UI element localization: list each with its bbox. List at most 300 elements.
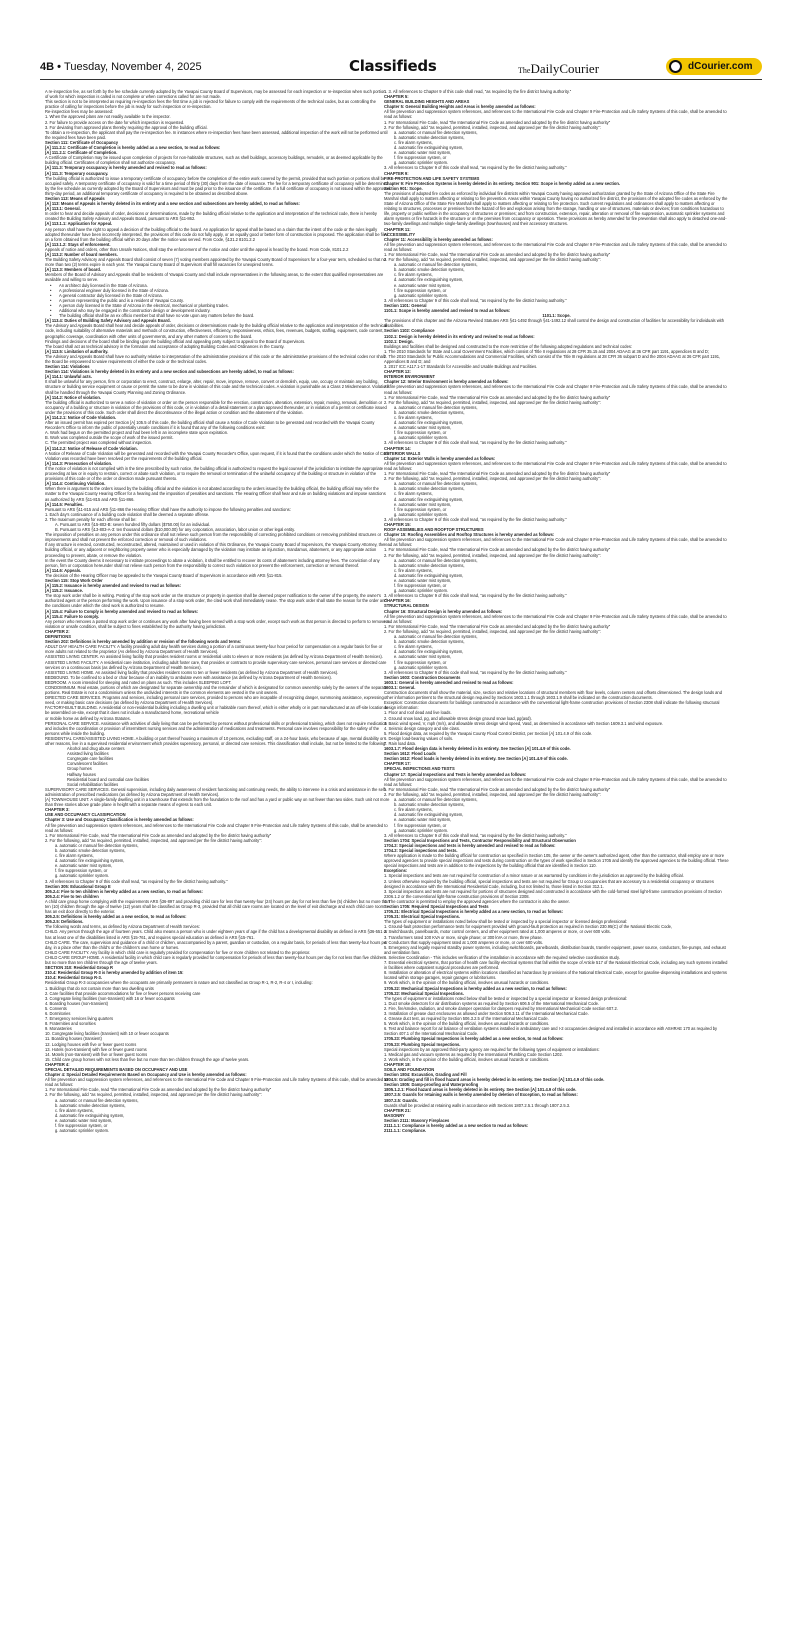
legal-notice-paragraph: 4. Conductors that supply equipment rated at 1,000 amperes or more, or over 600 volts.	[384, 939, 544, 945]
legal-notice-paragraph: f. fire suppression system, or	[55, 1123, 108, 1129]
legal-notice-paragraph: CHAPTER 17:	[384, 761, 411, 767]
legal-notice-paragraph: 5. Flood design data, as required by the Yavapai County Flood Control District, per Section [A] 101.4.9 of this code.	[384, 730, 593, 736]
legal-notice-paragraph: d. automatic fire extinguishing system,	[394, 572, 464, 578]
legal-notice-paragraph: Section 1603: Construction Documents	[384, 674, 461, 680]
legal-notice-paragraph: 1804.5: Grading and fill in flood hazard areas is hereby deleted in its entirety. See Section [A] 101.4.9 of this code.	[384, 1077, 605, 1083]
legal-notice-paragraph: Members of the Board of Advisory and Appeals shall be residents of Yavapai County and shall include representatives in the following areas, to the extent that qualified representatives are available and willing to serve.	[45, 272, 384, 283]
legal-notice-paragraph: 2. For the following, add "as required, permitted, installed, inspected, and approved per the fire district having authority":	[384, 552, 601, 558]
legal-notice-paragraph: 1. Medical gas and vacuum systems as required by the International Plumbing Code Section 1202.	[384, 1051, 563, 1057]
legal-notice-paragraph: 1101.1: Scope.	[542, 313, 571, 319]
legal-notice-paragraph: Chapter 3: Use and Occupancy Classification is hereby amended as follows:	[45, 817, 194, 823]
legal-notice-paragraph: 2. The 2010 Standards for Public Accommodations and Commercial Facilities, which consist of the Title III regulations at 28 CFR 36 subpart D and the 2004 ADAAG at 36 CFR part 1191, Appendices B and D; and	[384, 353, 721, 364]
legal-notice-paragraph: Section 111: Certificate of Occupancy	[45, 139, 119, 145]
legal-notice-paragraph: All fire prevention and suppression system references, and references to the International Fire Code and Chapter 9 Fire-Protection and Life Safety Systems of this code, shall be amended to read as follows:	[384, 537, 727, 548]
legal-notice-paragraph: f. fire suppression system, or	[394, 287, 447, 293]
legal-notice-paragraph: [A] 113.1.2: Stays of enforcement.	[45, 241, 111, 247]
legal-notice-paragraph: 2. For the following, add "as required, permitted, installed, inspected, and approved per the fire district having authority":	[384, 628, 601, 634]
legal-notice-paragraph: a. automatic or manual fire detection systems,	[394, 634, 478, 640]
legal-notice-paragraph: f. fire suppression system, or	[394, 659, 447, 665]
legal-notice-paragraph: [A] 115.4: Failure to Comply is hereby amended and revised to read as follows:	[45, 608, 199, 614]
legal-notice-paragraph: Chapter 17: Special Inspections and Tests is hereby amended as follows:	[384, 771, 527, 777]
logo-ring-icon	[669, 60, 682, 73]
legal-notice-paragraph: SUPERVISORY CARE SERVICES. General supervision, including daily awareness of resident functioning and continuing needs, the ability to intervene in a crisis and assistance in the self-administration of prescribed medications (as defined by Arizona Department of Health Services).	[45, 786, 387, 797]
legal-notice-paragraph: CHAPTER 3:	[45, 807, 70, 813]
legal-notice-paragraph: e. automatic water mist system,	[55, 863, 113, 869]
issue-date: Tuesday, November 4, 2025	[64, 61, 202, 73]
legal-notice-paragraph: Convalescent facilities	[67, 761, 108, 767]
legal-notice-paragraph: g. automatic sprinkler system.	[394, 511, 449, 517]
legal-notice-paragraph: 3. Installation of grease duct enclosures as allowed under Section 506.3.11 of the International Mechanical Code.	[384, 1010, 589, 1016]
legal-notice-paragraph: e. automatic water mist system,	[55, 1117, 113, 1123]
legal-notice-paragraph: 2. For the following, add "as required, permitted, installed, inspected, and approved per the fire district having authority":	[384, 476, 601, 482]
legal-notice-paragraph: [A] 114.4: Continuing Violation.	[45, 481, 106, 487]
legal-notice-paragraph: 5. Work which, in the opinion of the building official, involves unusual hazards or conditions.	[384, 1021, 550, 1027]
legal-notice-paragraph: DEFINITIONS	[45, 634, 71, 640]
legal-notice-paragraph: Social rehabilitation facilities	[67, 781, 119, 787]
legal-notice-paragraph: 305.2.4: Five to ten children	[45, 893, 99, 899]
legal-notice-paragraph: 2. Care facilities that provide accommodations for five or fewer persons receiving care	[45, 990, 201, 996]
legal-notice-paragraph: c. fire alarm systems,	[394, 644, 433, 650]
legal-notice-paragraph: [A] 113.3: Members of board.	[45, 267, 101, 273]
legal-notice-paragraph: e. automatic water mist system,	[394, 817, 452, 823]
legal-notice-paragraph: 1603.1: General.	[384, 684, 416, 690]
legal-notice-paragraph: e. automatic water mist system,	[394, 425, 452, 431]
legal-notice-paragraph: Special inspections by an approved third-party agency are required for the following types of equipment or installations:	[384, 1046, 600, 1052]
legal-notice-paragraph: 15. Child care group homes with not less than five but no more than ten children through the age of twelve years.	[45, 1056, 250, 1062]
legal-notice-paragraph: Section 113: Means of Appeals	[45, 195, 105, 201]
legal-notice-paragraph: Section 1102: Compliance	[384, 328, 435, 334]
legal-notice-paragraph: f. fire suppression system, or	[394, 583, 447, 589]
dcourier-logo[interactable]	[666, 58, 762, 75]
section-title: Classifieds	[349, 57, 437, 75]
legal-notice-paragraph: 1. Each day's continuance of a building code violation shall be deemed a separate offense.	[45, 511, 210, 517]
legal-notice-paragraph: 2. For the following, add "as required, permitted, installed, inspected, and approved per the fire district having authority":	[384, 124, 601, 130]
legal-notice-paragraph: Alcohol and drug abuse centers	[67, 746, 125, 752]
legal-notice-paragraph: 1705.21: Electrical Special Inspections is hereby added as a new section, to read as follows:	[384, 909, 564, 915]
legal-notice-paragraph: CHILD. Any person through the age of fourteen years. Child also means a person who is under eighteen years of age if the child has a developmental disability as defined in ARS §36-551 or has at least one of the disabilities listed in ARS §15-761, and requires special education as defined in ARS §15-761.	[45, 929, 388, 940]
legal-notice-paragraph: CHAPTER 4:	[45, 1061, 70, 1067]
legal-notice-paragraph: Chapter 15: Roofing Assemblies and Rooftop Structures is hereby amended as follows:	[384, 532, 555, 538]
legal-notice-paragraph: b. automatic smoke detection systems,	[55, 1102, 126, 1108]
legal-notice-paragraph: b. automatic smoke detection systems,	[394, 639, 465, 645]
legal-notice-paragraph: Assisted living facilities	[67, 751, 109, 757]
legal-notice-paragraph: a. automatic or manual fire detection systems,	[394, 797, 478, 803]
legal-notice-paragraph: Residential board and custodial care facilities	[67, 776, 149, 782]
legal-notice-paragraph: f. fire suppression system, or	[394, 506, 447, 512]
legal-notice-paragraph: 1705.22: Mechanical Special Inspections is hereby added as a new section, to read as follows:	[384, 985, 567, 991]
legal-notice-paragraph: 5. Emergency and legally required standby power systems, including switchboards, panelboards, distribution boards, transfer equipment, power source, conductors, fire-pumps, and exhaust and ventilation fans.	[384, 944, 726, 955]
legal-notice-paragraph: d. automatic fire extinguishing system,	[394, 277, 464, 283]
legal-notice-paragraph: SPECIAL DETAILED REQUIREMENTS BASED ON OCCUPANCY AND USE	[45, 1067, 188, 1072]
legal-notice-paragraph: 2. Unless otherwise required by the building official, special inspections and tests are not required for Group U occupancies that are accessory to a residential occupancy or structures designed in accordance with the International Residential Code, including, but not limited to, those listed in Section 312.1.	[384, 878, 714, 889]
legal-notice-paragraph: 1. For International Fire Code, read "the International Fire Code as amended and adopted by the fire district having authority"	[45, 1087, 272, 1093]
legal-notice-paragraph: 13. Hotels (non-transient) with five or fewer guest rooms	[45, 1046, 147, 1052]
legal-notice-paragraph: Section 1804: Excavation, Grading and Fill	[384, 1072, 467, 1078]
legal-notice-paragraph: 11. Boarding houses (transient)	[45, 1036, 102, 1042]
legal-notice-paragraph: CHAPTER 5:	[384, 94, 409, 100]
legal-notice-paragraph: b. automatic smoke detection systems,	[394, 802, 465, 808]
legal-notice-paragraph: Chapter 4: Special Detailed Requirements Based on Occupancy and Use is hereby amended as follows:	[45, 1072, 247, 1078]
legal-notice-paragraph: • A person duly licensed in the State of Arizona in the electrical, mechanical or plumbing trades.	[45, 303, 390, 308]
legal-notice-paragraph: 3. All references to Chapter 9 of this code shall read, "as required by the fire district having authority."	[384, 516, 567, 522]
legal-notice-paragraph: 2. For the following, add "as required, permitted, installed, inspected, and approved per the fire district having authority":	[384, 399, 601, 405]
legal-notice-paragraph: 1102.1: Design is hereby deleted in its entirety and revised to read as follows:	[384, 333, 535, 339]
legal-notice-paragraph: The building official is authorized to issue a temporary certificate of occupancy before the completion of the entire work covered by the permit, provided that such portion or portions shall be occupied safely. A temporary certificate of occupancy is valid for a time period of thirty (30) days from the date of issuance. The fee for a temporary certificate of occupancy will be determined by the fee schedule as currently adopted by the Board of Supervisors and must be paid prior to the issuance of the certificate. If a full certificate of occupancy is not issued within the approved thirty-day period, an additional temporary certificate of occupancy is required to be obtained as described above.	[45, 175, 390, 196]
legal-notice-paragraph: 1. When the approved plans are not readily available to the inspector.	[45, 114, 171, 120]
legal-notice-paragraph: The imposition of penalties on any person under this ordinance shall not relieve such person from the responsibility of correcting prohibited conditions or removing prohibited structures or improvements and shall not prevent the enforced correction or removal of such violations.	[45, 532, 382, 543]
legal-notice-paragraph: 2. For the following, add "as required, permitted, installed, inspected, and approved per the fire district having authority":	[384, 257, 601, 263]
legal-notice-paragraph: 4. Grease duct test, as required by Section 506.3.2.5 of the International Mechanical Code.	[384, 1016, 549, 1022]
legal-notice-paragraph: [A] 113.4: Duties of Building Safety Advisory and Appeals Board.	[45, 318, 171, 324]
legal-notice-paragraph: c. fire alarm systems,	[55, 1107, 94, 1113]
newspaper-name-prefix: The	[518, 66, 531, 75]
legal-notice-paragraph: • The building official shall be an ex officio member but shall have no vote upon any matters before the board.	[45, 313, 390, 318]
legal-notice-paragraph: B. Pursuant to ARS §13-803-A-3: ten thousand dollars ($10,000.00) for any corporation, association, labor union or other legal entity.	[55, 527, 296, 533]
legal-notice-paragraph: [A] 113: Means of Appeals is hereby deleted in its entirety and a new section and subsections are hereby added, to read as follows:	[45, 201, 300, 207]
legal-notice-paragraph: 2. For the following, add "as required, permitted, installed, inspected, and approved per the fire district having authority":	[384, 791, 601, 797]
legal-notice-paragraph: CONDOMINIUM. Real estate, portions of which are designated for separate ownership and the remainder of which is designated for common ownership solely by the owners of the separate portions. Real Estate is not a condominium unless the undivided interests in the common elements are vested in the unit owners.	[45, 684, 388, 696]
legal-notice-paragraph: f. fire suppression system, or	[394, 822, 447, 828]
legal-notice-paragraph: 1705.22: Mechanical Special Inspections.	[384, 990, 464, 996]
legal-notice-paragraph: CHAPTER 21:	[384, 1107, 411, 1113]
legal-notice-paragraph: CHAPTER 2:	[45, 628, 70, 634]
legal-notice-paragraph: All fire prevention and suppression system references, and references to the International Fire Code and Chapter 9 Fire-Protection and Life Safety Systems of this code, shall be amended to read as follows:	[384, 109, 727, 120]
legal-notice-paragraph: a. automatic or manual fire detection systems,	[394, 262, 478, 268]
legal-notice-paragraph: A Notice of Release of Code Violation will be generated and recorded with the Yavapai County Recorder's Office, upon request, if it is found that the conditions under which the Notice of Code Violation was recorded have been resolved per the requirements of the building official.	[45, 450, 390, 461]
legal-notice-paragraph: ADULT DAY HEALTH CARE FACILITY. A facility providing adult day health services during a portion of a continuous twenty-four hour period for compensation on a regular basis for five or more adults not related to the proprietor (As defined by Arizona Department of Health Services).	[45, 644, 383, 655]
legal-notice-paragraph: b. automatic smoke detection systems,	[394, 267, 465, 273]
legal-notice-paragraph: Construction documents shall show the material, size, section and relative locations of structural members with floor levels, column centers and offsets dimensioned. The design loads and other information pertinent to the structural design required by Sections 1603.1.1 through 1603.1.9 shall be indicated on the construction documents.	[384, 690, 722, 701]
legal-notice-paragraph: 9. Monasteries	[45, 1026, 72, 1032]
legal-notice-paragraph: Section 1612: Flood loads is hereby deleted in its entirety. See Section [A] 101.4.9 of this code.	[384, 756, 568, 762]
legal-notice-paragraph: d. automatic fire extinguishing system,	[394, 649, 464, 655]
legal-notice-paragraph: 4. The contractor is permitted to employ the approved agencies where the contractor is also the owner.	[384, 898, 570, 904]
legal-notice-paragraph: Exceptions:	[384, 868, 408, 874]
legal-notice-paragraph: C. The permitted project was completed without inspection.	[45, 440, 153, 446]
legal-notice-paragraph: 1807.2.5: Guards for retaining walls is hereby amended by deletion of Exception, to read as follows:	[384, 1092, 578, 1098]
logo-text: dCourier.com	[688, 61, 753, 72]
legal-notice-paragraph: d. automatic fire extinguishing system,	[55, 1112, 125, 1118]
legal-notice-paragraph: Buildings and facilities shall be designed and constructed to the more restrictive of the following adopted regulations and technical codes:	[384, 343, 633, 349]
legal-notice-paragraph: 3. Special inspections and tests are not required for portions of structures designed and constructed in accordance with the cold-formed steel light-frame construction provisions of Section 2306.1.2 or the conventional light-frame construction provisions of Section 2308.	[384, 888, 722, 899]
legal-notice-paragraph: • An architect duly licensed in the State of Arizona.	[45, 283, 390, 288]
legal-notice-paragraph: 3. Basic wind speed, V, mph (m/s), and allowable stress design wind speed, Vasd, as determined in accordance with Section 1609.3.1 and wind exposure.	[384, 720, 664, 726]
legal-notice-paragraph: 310.4: Residential Group R-3 is hereby amended by addition of item 15:	[45, 970, 184, 976]
legal-notice-paragraph: Section 305: Educational Group E	[45, 883, 111, 889]
legal-notice-paragraph: The Advisory and Appeals Board shall have no authority relative to interpretation of the administrative provisions of this code or the administrative provisions of the technical codes nor shall the Board be empowered to waive requirements of either the code or the technical codes.	[45, 353, 385, 364]
legal-notice-paragraph: 3. 2017 ICC A117.1-17 Standards for Accessible and Usable Buildings and Facilities.	[384, 364, 538, 370]
legal-notice-paragraph: Section 1101: General	[384, 302, 427, 308]
legal-notice-paragraph: The board shall act as technical advisory in the formation and acceptance of adopting Building Codes and Ordinances in the County.	[45, 343, 285, 349]
legal-notice-paragraph: d. automatic fire extinguishing system,	[394, 812, 464, 818]
legal-notice-paragraph: 8. Installation or alteration of electrical systems within locations classified as hazardous by provisions of the National Electrical Code, except for gasoline-dispensing installations and systems located within storage garages, repair garages or lubritoriums.	[384, 970, 727, 981]
legal-notice-paragraph: [A] 115.4: Failure to comply.	[45, 613, 100, 619]
legal-notice-paragraph: b. automatic smoke detection systems,	[55, 847, 126, 853]
legal-notice-paragraph: [A] 113.2: Number of board members.	[45, 252, 118, 257]
legal-notice-paragraph: a. automatic or manual fire detection systems,	[394, 129, 478, 135]
legal-notice-paragraph: All fire prevention and suppression system references, and references to the International Fire Code and Chapter 9 Fire-Protection and Life Safety Systems of this code, shall be amended to read as follows:	[45, 1077, 388, 1088]
legal-notice-paragraph: b. automatic smoke detection systems,	[394, 486, 465, 492]
legal-notice-paragraph: Where application is made to the building official for construction as specified in Section 105, the owner or the owner's authorized agent, other than the contractor, shall employ one or more approved agencies to provide special inspections and tests during construction on the types of work specified in Section 1705 and identify the approved agencies to the building official. These special inspections and tests are in addition to the inspections by the building official that are identified in Section 110.	[384, 853, 729, 869]
legal-notice-paragraph: Halfway houses	[67, 771, 96, 777]
legal-notice-paragraph: 1. For International Fire Code, read "the International Fire Code as amended and adopted by the fire district having authority"	[384, 547, 611, 553]
legal-notice-paragraph: USE AND OCCUPANCY CLASSIFICATION	[45, 812, 126, 818]
legal-notice-paragraph: [A] TOWNHOUSE UNIT. A single-family dwelling unit in a townhouse that extends from the foundation to the roof and has a yard or public way on not fewer than two sides. Such unit not more than three stories above grade plane in height with a separate means of egress to each unit.	[45, 797, 390, 808]
legal-notice-paragraph: Residential Group R-3 occupancies where the occupants are primarily permanent in nature and not classified as Group R-1, R-2, R-4 or I, including:	[45, 980, 313, 986]
legal-notice-paragraph: CHAPTER 14:	[384, 445, 411, 451]
legal-notice-paragraph: d. automatic fire extinguishing system,	[394, 420, 464, 426]
legal-notice-paragraph: or mobile home as defined by Arizona Statutes.	[45, 715, 131, 721]
legal-notice-paragraph: d. automatic fire extinguishing system,	[394, 496, 464, 502]
legal-notice-paragraph: c. fire alarm systems,	[394, 567, 433, 573]
legal-notice-paragraph: To obtain a re-inspection, the applicant shall pay the re-inspection fee. In instances where re-inspection fees have been assessed, additional inspection of the work will not be performed until the required fees have been paid.	[45, 129, 388, 140]
left-column	[45, 89, 390, 1629]
legal-notice-paragraph: 1. For International Fire Code, read "the International Fire Code as amended and adopted by the fire district having authority"	[384, 119, 611, 125]
legal-notice-paragraph: 6. Selective Coordination - This includes verification of the installation in accordance with the required selective coordination study.	[384, 954, 620, 960]
legal-notice-paragraph: [A] 113.1.1: Application for Appeal.	[45, 221, 113, 227]
legal-notice-paragraph: g. automatic sprinkler system.	[394, 160, 449, 166]
legal-notice-paragraph: All fire prevention and suppression system references, and references to the International Fire Code and Chapter 9 Fire-Protection and Life Safety Systems of this code, shall be amended to read as follows:	[384, 241, 727, 252]
legal-notice-paragraph: 1. For International Fire Code, read "the International Fire Code as amended and adopted by the fire district having authority"	[384, 394, 611, 400]
legal-notice-paragraph: Guards shall be provided at retaining walls in accordance with Sections 1807.2.5.1 through 1807.2.5.3.	[384, 1102, 571, 1108]
legal-notice-paragraph: CHAPTER 11:	[384, 226, 411, 232]
legal-notice-paragraph: CHAPTER 12:	[384, 369, 411, 375]
legal-notice-paragraph: 6. Design load-bearing values of soils.	[384, 735, 454, 741]
legal-notice-paragraph: d. automatic fire extinguishing system,	[55, 858, 125, 864]
legal-notice-paragraph: ASSISTED LIVING CENTER. An assisted living facility that provides resident rooms or residential units to eleven or more residents (as defined by Arizona Department of Health Services).	[45, 654, 383, 660]
legal-notice-paragraph: SOILS AND FOUNDATION	[384, 1067, 435, 1072]
legal-notice-paragraph: 310.4: Residential Group R-3.	[45, 975, 102, 981]
legal-notice-paragraph: CHAPTER 15:	[384, 521, 411, 527]
legal-notice-paragraph: BEDBOUND. To be confined to a bed or chair because of an inability to ambulate even with assistance (as defined by Arizona Department of Health Services).	[45, 674, 332, 680]
legal-notice-paragraph: Section 1805: Damp-proofing and Waterproofing	[384, 1082, 479, 1088]
legal-notice-paragraph: 10. Congregate living facilities (transient) with 10 or fewer occupants	[45, 1031, 169, 1037]
legal-notice-paragraph: Chapter 5: General Building Heights and Areas is hereby amended as follows:	[384, 104, 536, 110]
legal-notice-paragraph: The building official is authorized to serve a notice of violation or order on the person responsible for the erection, construction, alteration, extension, repair, moving, removal, demolition or occupancy of a building or structure in violation of the provisions of this code, or in violation of a detail statement or a plan approved thereunder, or in violation of a permit or certificate issued under the provisions of this code. Such order shall direct the discontinuance of the illegal action or condition and the abatement of the violation.	[45, 399, 387, 415]
newspaper-name	[518, 61, 599, 77]
masthead	[40, 0, 762, 88]
legal-notice-paragraph: 3. Transformers rated 100 KVA or more, single phase; or 300 kVA or more, three phase.	[384, 934, 543, 940]
legal-notice-paragraph: The types of equipment or installations noted below shall be tested or inspected by a special inspector or licensed design professional:	[384, 995, 628, 1001]
legal-notice-paragraph: 12. Lodging houses with five or fewer guest rooms	[45, 1041, 137, 1047]
legal-notice-paragraph: 305.2.5: Definitions.	[45, 919, 84, 925]
legal-notice-paragraph: a. automatic or manual fire detection systems,	[55, 1097, 139, 1103]
legal-notice-paragraph: [A] 111.2.1: Certificate of Completion.	[45, 150, 118, 156]
legal-notice-paragraph: The decision of the Hearing Officer may be appealed to the Yavapai County Board of Supervisors in accordance with ARS §11-815.	[45, 572, 283, 578]
legal-notice-paragraph: 1705.23: Plumbing Special Inspections is hereby added as a new section, to read as follows:	[384, 1036, 564, 1042]
legal-notice-paragraph: a. automatic or manual fire detection systems,	[394, 481, 478, 487]
legal-notice-paragraph: [A] 111.2.1: Certificate of Completion is hereby added as a new section, to read as follows:	[45, 145, 221, 151]
legal-notice-paragraph: Group homes	[67, 766, 92, 772]
legal-notice-paragraph: [A] 114.2.1: Notice of Code Violation.	[45, 415, 117, 420]
legal-notice-paragraph: A re-inspection fee, as set forth by the fee schedule currently adopted by the Yavapai County Board of Supervisors, may be assessed for each inspection or re-inspection when such portion of work for which inspection is called is not complete or when corrections called for are not made.	[45, 89, 386, 100]
legal-notice-paragraph: ACCESSIBILITY	[384, 231, 416, 237]
legal-notice-paragraph: 7. Rain load data.	[384, 741, 417, 746]
legal-notice-paragraph: 14. Motels (non-transient) with five or fewer guest rooms	[45, 1051, 148, 1057]
legal-notice-paragraph: The Advisory and Appeals Board shall hear and decide appeals of order, decisions or determinations made by the building official relative to the application and interpretation of the technical code, including suitability of alternative materials and methods of construction, effectiveness, efficiency, responsiveness, ethics, fees, revenues, budgets, staffing, equipment, code content, geographic coverage, coordination with other units of governments, and any other matters of concern to the board.	[45, 323, 387, 339]
legal-notice-paragraph: ASSISTED LIVING HOME. An assisted living facility that provides resident rooms to ten or fewer residents (as defined by Arizona Department of Health Services).	[45, 669, 339, 675]
legal-notice-paragraph: [A] 115.2: Issuance.	[45, 588, 83, 594]
legal-notice-paragraph: The stop work order shall be in writing. Posting of the stop work order on the structure or property in question shall be deemed proper notification to the owner of the property, the owner's authorized agent or the person performing the work. Upon issuance of a stop work order, the cited work shall immediately cease. The stop work order shall state the reason for the order and the conditions under which the cited work is authorized to resume.	[45, 593, 387, 609]
legal-notice-paragraph: 1. The 2010 Standards for State and Local Government Facilities, which consist of Title II regulations at 28 CFR 35.15 and 2004 ADAAG at 36 CFR part 1191, appendices B and D;	[384, 348, 710, 354]
legal-notice-paragraph: 305.2.5: Definitions is hereby added as a new section, to read as follows:	[45, 914, 187, 920]
legal-notice-paragraph: FACTORY-BUILT BUILDING. A residential or non-residential building including a dwelling unit or habitable room thereof, which is either wholly or in part manufactured at an off-site location to be assembled on-site, except that it does not include a manufactured home, recreational vehicle	[45, 705, 389, 716]
legal-notice-paragraph: 305.2.4: Five to ten children is hereby added as a new section, to read as follows:	[45, 888, 203, 894]
legal-notice-paragraph: g. automatic sprinkler system.	[55, 873, 110, 879]
legal-notice-paragraph: The provisions of this chapter and the Arizona Revised Statutes ARS §41-1492 through §41-1492.12 shall control the design and construction of facilities for accessibility for individuals with disabilities.	[384, 318, 724, 329]
legal-notice-paragraph: CHILD CARE GROUP HOME. A residential facility in which child care is regularly provided for compensation for periods of less than twenty-four hours per day for not less than five children but no more than ten children through the age of twelve years.	[45, 954, 385, 966]
legal-notice-paragraph: Re-inspection fees may be assessed:	[45, 109, 114, 115]
legal-notice-paragraph: Section 2111: Masonry Fireplaces	[384, 1117, 450, 1123]
legal-notice-paragraph: BEDROOM. A room intended for sleeping and noted on plans as such. This includes SLEEPING LOFT.	[45, 679, 232, 685]
legal-notice-paragraph: SPECIAL INSPECTIONS AND TESTS	[384, 766, 455, 772]
legal-notice-paragraph: DIRECTED CARE SERVICES. Programs and services, including personal care services, provided to persons who are incapable of recognizing danger, summoning assistance, expressing need, or making basic care decisions (as defined by Arizona Department of Health Services).	[45, 695, 384, 706]
page-number: 4B	[40, 61, 55, 73]
legal-notice-paragraph: c. fire alarm systems,	[394, 415, 433, 420]
legal-notice-paragraph: [A] 111.3: Temporary occupancy.	[45, 170, 109, 176]
legal-notice-paragraph: 1807.2.5: Guards.	[384, 1097, 418, 1103]
legal-notice-paragraph: In the event the County deems it necessary to institute proceedings to abate a violation, it shall be entitled to recover its costs of abatement including attorney fees. The conviction of any person, firm or corporation hereunder shall not relieve such person from the responsibility to correct such violation nor prevent the enforcement, correction or removal thereof.	[45, 557, 380, 568]
legal-notice-paragraph: Chapter 11: Accessibility is hereby amended as follows:	[384, 236, 493, 242]
legal-notice-paragraph: Section 115: Stop Work Order	[45, 578, 103, 583]
legal-notice-paragraph: c. fire alarm systems,	[394, 139, 433, 145]
legal-notice-paragraph: [A] 114.3: Prosecution of violation.	[45, 460, 113, 466]
page-separator: •	[57, 61, 61, 73]
legal-notice-paragraph: 6. Dormitories	[45, 1010, 71, 1016]
legal-notice-paragraph: e. automatic water mist system,	[394, 654, 452, 660]
legal-notice-paragraph: 1. For International Fire Code, read "the International Fire Code as amended and adopted by the fire district having authority"	[384, 786, 611, 792]
legal-notice-paragraph: All fire prevention and suppression system references, and references to the International Fire Code and Chapter 9 Fire-Protection and Life Safety Systems of this code, shall be amended to read as follows:	[384, 613, 727, 624]
legal-notice-paragraph: STRUCTURAL DESIGN	[384, 603, 429, 609]
legal-notice-paragraph: e. automatic water mist system,	[394, 282, 452, 288]
legal-notice-paragraph: 3. All references to Chapter 9 of this code shall read, "as required by the fire district having authority."	[384, 165, 567, 171]
legal-notice-paragraph: 1. For International Fire Code, read "the International Fire Code as amended and adopted by the fire district having authority"	[45, 832, 272, 838]
legal-notice-paragraph: g. automatic sprinkler system.	[55, 1128, 110, 1134]
legal-notice-paragraph: 2. The maximum penalty for each offense shall be:	[45, 516, 137, 522]
right-column	[384, 89, 729, 1629]
legal-notice-paragraph: [A] 115.2: Issuance is hereby amended and revised to read as follows:	[45, 583, 182, 589]
legal-notice-paragraph: 1603.1: General is hereby amended and revised to read as follows:	[384, 679, 514, 685]
legal-notice-paragraph: It shall be unlawful for any person, firm or corporation to erect, construct, enlarge, alter, repair, move, improve, remove, convert or demolish, equip, use, occupy or maintain any building, structure or building service equipment or cause or permit the same to be done in violation of this code and the technical codes. A violation is punishable as a Class 2 Misdemeanor. Violations shall be handled through the Yavapai County Planning and Zoning Ordinance.	[45, 379, 390, 395]
legal-notice-paragraph: 1. Buildings that do not contain more than two dwelling units	[45, 985, 154, 991]
legal-notice-paragraph: 2. For the following, add "as required, permitted, installed, inspected, and approved per the fire district having authority":	[45, 1092, 262, 1098]
legal-notice-paragraph: 1603.1.7: Flood design data is hereby deleted in its entirety. See Section [A] 101.4.9 of this code.	[384, 746, 571, 752]
legal-notice-paragraph: A child care group home complying with the requirements ARS §36-897 and providing child care for less than twenty-four (24) hours per day for not less than five (5) children but no more than ten (10) children through the age of twelve (12) years shall be classified as Group R-3, provided that all child care rooms are located on the level of exit discharge and each child care room has an exit door directly to the exterior.	[45, 898, 390, 915]
legal-notice-paragraph: In order to hear and decide appeals of order, decisions or determinations, made by the building official relative to the application and interpretation of the technical code, there is hereby created the Building Safety Advisory and Appeals Board, pursuant to ARS §11-862.	[45, 211, 377, 222]
legal-notice-paragraph: 1. Floor and roof dead and live loads.	[384, 710, 452, 716]
legal-notice-paragraph: All fire prevention and suppression system references, and references to the International Fire Code and Chapter 9 Fire-Protection and Life Safety Systems of this code, shall be amended to read as follows:	[384, 776, 727, 787]
legal-notice-paragraph: 1. For International Fire Code, read "the International Fire Code as amended and adopted by the fire district having authority"	[384, 623, 611, 629]
legal-notice-paragraph: MASONRY	[384, 1112, 405, 1118]
legal-notice-paragraph: 1101.1: Scope is hereby amended and revised to read as follows:	[384, 308, 511, 314]
legal-notice-paragraph: b. automatic smoke detection systems,	[394, 562, 465, 568]
legal-notice-paragraph: All fire prevention and suppression system references, and references to the International Fire Code and Chapter 9 Fire-Protection and Life Safety Systems of this code, shall be amended to read as follows:	[384, 460, 727, 471]
legal-notice-paragraph: Chapter 9: Fire Protection Systems is hereby deleted in its entirety. Section 901: Scope is hereby added as a new section.	[384, 180, 621, 186]
legal-notice-paragraph: Section 114: Violations is hereby deleted in its entirety and a new section and subsections are hereby added, to read as follows:	[45, 369, 294, 375]
legal-notice-paragraph: a. automatic or manual fire detection systems,	[394, 557, 478, 563]
legal-notice-paragraph: 2. For failure to provide access on the date for which inspection is requested.	[45, 119, 185, 125]
legal-notice-paragraph: b. automatic smoke detection systems,	[394, 409, 465, 415]
legal-notice-paragraph: After an issued permit has expired per Section [A] 105.5 of this code, the building official shall cause a Notice of Code Violation to be generated and recorded with the Yavapai County Recorder's Office to inform the public of potentially unsafe conditions if it is found that any of the following conditions exist:	[45, 420, 375, 431]
legal-notice-paragraph: Any person who removes a posted stop work order or continues any work after having been served with a stop work order, except such work as that person is directed to perform to remove a violation or unsafe condition, shall be subject to fines established by the authority having jurisdiction.	[45, 618, 389, 629]
legal-notice-paragraph: 2111.1.1: Compliance is hereby added as a new section to read as follows:	[384, 1123, 529, 1129]
legal-notice-paragraph: CHILD CARE FACILITY. Any facility in which child care is regularly provided for compensation for five or more children not related to the proprietor.	[45, 949, 311, 955]
legal-notice-paragraph: Section 1612: Flood Loads	[384, 751, 436, 757]
legal-notice-paragraph: CHAPTER 9:	[384, 170, 409, 176]
legal-notice-paragraph: 8. Fraternities and sororities	[45, 1021, 96, 1027]
legal-notice-paragraph: 3. All references to Chapter 9 of this code shall read, "as required by the fire district having authority."	[384, 297, 567, 303]
legal-notice-paragraph: • A general contractor duly licensed in the State of Arizona.	[45, 293, 390, 298]
legal-notice-paragraph: Findings and decisions of the board shall be binding upon the building official and appealing party subject to appeal to the Board of Supervisors.	[45, 338, 306, 344]
legal-notice-paragraph: Any person shall have the right to appeal a decision of the building official to the board. An application for appeal shall be based on a claim that the intent of the code or the rules legally adopted thereunder have been incorrectly interpreted, the provisions of this code do not fully apply, or an equally good or better form of construction is proposed. The application shall be filed on a form obtained from the building official within 20 days after the notice was served. From Code, §131.2 8101.2.2	[45, 226, 389, 242]
legal-notice-paragraph: 1. For International Fire Code, read "the International Fire Code as amended and adopted by the fire district having authority"	[384, 252, 611, 257]
legal-notice-paragraph: CHAPTER 18:	[384, 1061, 411, 1067]
legal-notice-paragraph: [A] 114.5: Penalties.	[45, 501, 84, 507]
legal-notice-paragraph: 1705.23: Plumbing Special Inspections.	[384, 1041, 461, 1047]
legal-notice-paragraph: 6. Test and balance report for air balance of ventilation systems installed in ambulatory care and I-2 occupancies designed and installed in accordance with ASHRAE 170 as required by Section 407.1 of the International Mechanical Code.	[384, 1026, 718, 1037]
legal-notice-paragraph: 1102.1: Design.	[384, 338, 414, 344]
legal-notice-paragraph: Chapter 16: Structural Design is hereby amended as follows:	[384, 608, 503, 614]
legal-notice-paragraph: g. automatic sprinkler system.	[394, 292, 449, 298]
legal-notice-paragraph: Section 202: Definitions is hereby amended by addition or revision of the following words and terms:	[45, 639, 242, 645]
legal-notice-paragraph: 1. Special inspections and tests are not required for construction of a minor nature or as warranted by conditions in the jurisdiction as approved by the building official.	[384, 873, 684, 879]
legal-notice-paragraph: 2. Work which, in the opinion of the building official, involves unusual hazards or conditions.	[384, 1056, 550, 1062]
legal-notice-paragraph: Section 1705: Required Special Inspections and Tests	[384, 904, 489, 909]
legal-notice-paragraph: [A] 111.3: Temporary occupancy is hereby amended and revised to read as follows:	[45, 165, 207, 171]
legal-notice-paragraph: The Building Safety Advisory and Appeals Board shall consist of seven (7) voting members appointed by the Yavapai County Board of Supervisors for a four-year term, scheduled so that no more than two (2) terms expire in each year. The Yavapai County Board of Supervisors shall fill vacancies for unexpired terms.	[45, 257, 386, 268]
legal-notice-paragraph: b. automatic smoke detection systems,	[394, 134, 465, 140]
legal-notice-paragraph: c. fire alarm systems,	[55, 853, 94, 859]
legal-notice-paragraph: The following words and terms, as defined by Arizona Department of Health Services:	[45, 924, 200, 930]
legal-notice-paragraph: 2111.1.1: Compliance.	[384, 1128, 427, 1134]
legal-notice-paragraph: 3. Congregate living facilities (non-transient) with 16 or fewer occupants	[45, 995, 175, 1001]
legal-notice-paragraph: 1705.21: Electrical Special Inspections.	[384, 914, 461, 920]
legal-notice-paragraph: [A] 114.2: Notice of violation.	[45, 394, 101, 400]
legal-notice-paragraph: The provisions of adopted fire codes as enforced by individual fire districts within Yavapai County having approved authorization granted by the State of Arizona Office of the State Fire Marshal shall apply to matters affecting or relating to fire prevention. Areas within Yavapai County having no authorized fire district, the provisions of the adopted fire codes as enforced by the State of Arizona Office of the State Fire Marshall shall apply to matters affecting or relating to fire protection. Such current regulations and ordinances shall apply to matters affecting or relating to structures, processes or premises from the hazard of fire and explosion arising from the storage, handling or use of structures, materials or devices; from conditions hazardous to life, property or public welfare in the occupancy of structures or premises; and from construction, extension, repair, alteration or removal of fire suppression, automatic sprinkler systems and alarm systems or fire hazards in the structure or on the premises from occupancy or operation. These provisions as hereby amended for fire prevention shall also apply to detached one-and-two-family dwellings and multiple single-family dwellings (townhouses) and their accessory structures.	[384, 190, 728, 227]
legal-notice-paragraph: Pursuant to ARS §11-815 and ARS §11-866 the Hearing Officer shall have the authority to impose the following penalties and sanctions:	[45, 506, 291, 512]
legal-notice-paragraph: c. fire alarm systems,	[394, 807, 433, 813]
legal-notice-paragraph: 1704.2: Special inspections and tests.	[384, 847, 458, 853]
legal-notice-paragraph: 2. Fire, fire/smoke, radiation, and smoke damper operation for dampers required by International Mechanical Code section 607.2.	[384, 1005, 618, 1011]
legal-notice-paragraph: GENERAL BUILDING HEIGHTS AND AREAS	[384, 99, 470, 105]
legal-notice-paragraph: SECTION 310: Residential Group R	[45, 965, 114, 971]
legal-notice-paragraph: 7. Emergency services living quarters	[45, 1016, 114, 1022]
legal-notice-paragraph: 2. Ground snow load, pg, and allowable stress design ground snow load, pg(asd).	[384, 715, 532, 721]
legal-notice-paragraph: 9. Work which, in the opinion of the building official, involves unusual hazards or conditions.	[384, 980, 550, 986]
legal-notice-paragraph: • A person representing the public and is a resident of Yavapai County.	[45, 298, 390, 303]
legal-notice-paragraph: 1704.2: Special inspections and tests is hereby amended and revised to read as follows:	[384, 842, 556, 848]
legal-notice-paragraph: A Certificate of Completion may be issued upon completion of projects for non-habitable structures, such as shell buildings, accessory buildings, remodels, or as deemed applicable by the building official. Certificates of completion shall not authorize occupancy.	[45, 155, 383, 166]
legal-notice-paragraph: [A] 114.2.2: Notice of Release of Code Violation.	[45, 445, 138, 451]
legal-notice-paragraph: Congregate care facilities	[67, 756, 114, 762]
legal-notice-paragraph: [A] 113.5: Limitation of authority.	[45, 348, 109, 354]
legal-notice-paragraph: 1805.1.2.1: Flood hazard areas is hereby deleted in its entirety. See Section [A] 101.4.9 of this code.	[384, 1087, 577, 1093]
legal-notice-paragraph: When there is argument to the orders issued by the building official and the violation is not abated according to the orders issued by the building official, the building official may refer the matter to the Yavapai County Hearing Officer for a hearing and the imposition of penalties and sanctions. The Hearing Officer shall hear and rule on building violations and impose sanctions as authorized by ARS §11-815 and ARS §11-866.	[45, 486, 386, 502]
legal-notice-paragraph: EXTERIOR WALLS	[384, 450, 421, 456]
legal-notice-paragraph: [A] 114.6: Appeals.	[45, 567, 82, 573]
legal-notice-paragraph: B. Work was completed outside the scope of work of the issued permit.	[45, 435, 174, 441]
legal-notice-paragraph: e. automatic water mist system,	[394, 150, 452, 156]
legal-notice-paragraph: Section 901: Scope.	[384, 185, 423, 191]
legal-notice-paragraph: 3. All references to Chapter 9 of this code shall read, "as required by the fire district having authority."	[384, 440, 567, 446]
legal-notice-paragraph: Chapter 14: Exterior Walls is hereby amended as follows:	[384, 455, 496, 461]
legal-notice-paragraph: INTERIOR ENVIRONMENT	[384, 374, 435, 380]
legal-notice-paragraph: c. fire alarm systems,	[394, 491, 433, 497]
legal-notice-paragraph: FIRE-PROTECTION AND LIFE SAFETY SYSTEMS	[384, 175, 480, 181]
legal-notice-paragraph: c. fire alarm systems,	[394, 272, 433, 278]
legal-notice-paragraph: If the notice of violation is not complied with in the time prescribed by such notice, the building official is authorized to request the legal counsel of the jurisdiction to institute the appropriate proceeding at law or in equity to restrain, correct or abate such violation, or to require the removal or termination of the unlawful occupancy of the building or structure in violation of the provisions of this code or of the order or direction made pursuant thereto.	[45, 465, 384, 482]
legal-notice-paragraph: All fire prevention and suppression system references, and references to the International Fire Code and Chapter 9 Fire-Protection and Life Safety Systems of this code, shall be amended to read as follows:	[45, 822, 388, 833]
